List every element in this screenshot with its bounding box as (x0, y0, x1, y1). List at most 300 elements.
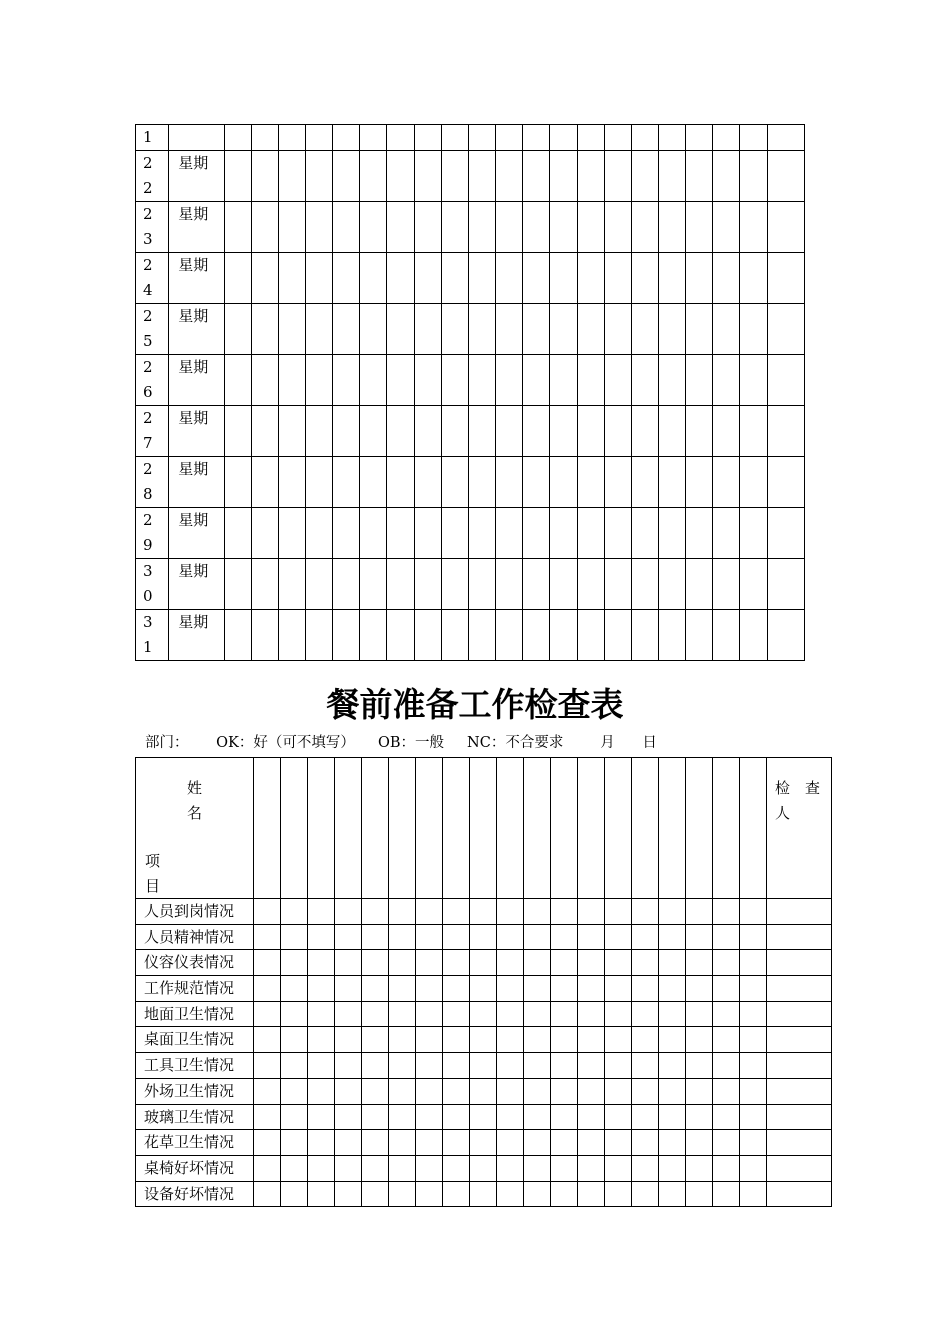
check-mark-cell (632, 1181, 659, 1207)
check-mark-cell (659, 1001, 686, 1027)
day-number-cell (136, 610, 169, 661)
blank-cell (659, 202, 686, 253)
check-mark-cell (497, 1053, 524, 1079)
check-mark-cell (389, 950, 416, 976)
check-mark-cell (740, 1078, 767, 1104)
inspector-cell (767, 1181, 832, 1207)
check-mark-cell (551, 1027, 578, 1053)
blank-cell (360, 508, 387, 559)
check-mark-cell (281, 1001, 308, 1027)
blank-cell (713, 610, 740, 661)
check-mark-cell (389, 1027, 416, 1053)
blank-cell (387, 610, 414, 661)
check-mark-cell (551, 976, 578, 1002)
check-mark-cell (254, 976, 281, 1002)
check-mark-cell (659, 1078, 686, 1104)
check-mark-cell (740, 976, 767, 1002)
calendar-row (136, 406, 805, 457)
blank-cell (224, 406, 251, 457)
blank-cell (631, 151, 658, 202)
check-mark-cell (308, 924, 335, 950)
blank-cell (333, 304, 360, 355)
check-mark-cell (308, 1027, 335, 1053)
blank-cell (659, 125, 686, 151)
check-mark-cell (740, 1130, 767, 1156)
check-mark-cell (362, 976, 389, 1002)
blank-cell (686, 508, 713, 559)
blank-cell (496, 406, 523, 457)
check-mark-cell (551, 950, 578, 976)
check-mark-cell (281, 1104, 308, 1130)
blank-cell (387, 253, 414, 304)
check-mark-cell (362, 1078, 389, 1104)
check-mark-cell (497, 1027, 524, 1053)
check-mark-cell (659, 1130, 686, 1156)
day-digit: 2 (143, 358, 153, 376)
check-mark-cell (713, 1104, 740, 1130)
blank-cell (659, 355, 686, 406)
calendar-row (136, 508, 805, 559)
blank-cell (523, 355, 550, 406)
blank-cell (713, 457, 740, 508)
blank-cell (278, 253, 305, 304)
blank-cell (604, 457, 631, 508)
blank-cell (631, 253, 658, 304)
check-mark-cell (605, 1181, 632, 1207)
check-mark-cell (362, 899, 389, 925)
check-item-label: 花草卫生情况 (136, 1130, 254, 1156)
blank-cell (659, 304, 686, 355)
blank-cell (441, 355, 468, 406)
blank-cell (224, 355, 251, 406)
blank-cell (441, 253, 468, 304)
check-mark-cell (335, 1155, 362, 1181)
calendar-row (136, 610, 805, 661)
blank-cell (468, 457, 495, 508)
blank-cell (604, 610, 631, 661)
check-mark-cell (335, 924, 362, 950)
blank-cell (686, 202, 713, 253)
check-mark-cell (389, 1001, 416, 1027)
calendar-row (136, 253, 805, 304)
inspector-header-cell (767, 758, 832, 899)
blank-cell (305, 508, 332, 559)
blank-cell (550, 253, 577, 304)
inspector-char: 人 (775, 804, 791, 822)
blank-cell (496, 202, 523, 253)
legend-line (145, 732, 657, 754)
blank-cell (496, 457, 523, 508)
blank-cell (767, 151, 804, 202)
blank-cell (577, 406, 604, 457)
attendance-calendar-table (135, 124, 805, 661)
check-mark-cell (308, 1078, 335, 1104)
check-mark-cell (308, 1104, 335, 1130)
blank-cell (496, 253, 523, 304)
check-mark-cell (524, 1155, 551, 1181)
blank-cell (496, 508, 523, 559)
check-mark-cell (470, 1181, 497, 1207)
weekday-cell (169, 610, 224, 661)
check-mark-cell (254, 1104, 281, 1130)
staff-name-cell (470, 758, 497, 899)
day-digit: 7 (143, 434, 153, 452)
blank-cell (333, 457, 360, 508)
weekday-cell (169, 125, 224, 151)
blank-cell (333, 202, 360, 253)
staff-name-cell (281, 758, 308, 899)
blank-cell (713, 253, 740, 304)
blank-cell (740, 457, 767, 508)
blank-cell (550, 125, 577, 151)
check-mark-cell (740, 950, 767, 976)
blank-cell (441, 304, 468, 355)
day-digit: 6 (143, 383, 153, 401)
blank-cell (360, 559, 387, 610)
blank-cell (713, 151, 740, 202)
day-digit: 2 (143, 460, 153, 478)
weekday-cell (169, 457, 224, 508)
blank-cell (360, 304, 387, 355)
month-label: 月 (600, 735, 615, 751)
check-mark-cell (416, 976, 443, 1002)
check-mark-cell (659, 1027, 686, 1053)
check-mark-cell (362, 1027, 389, 1053)
check-mark-cell (281, 1027, 308, 1053)
blank-cell (278, 125, 305, 151)
check-mark-cell (254, 1001, 281, 1027)
check-item-row (136, 924, 832, 950)
check-item-row (136, 1104, 832, 1130)
check-mark-cell (578, 1001, 605, 1027)
check-mark-cell (335, 976, 362, 1002)
day-digit: 1 (143, 638, 153, 656)
check-mark-cell (443, 924, 470, 950)
check-mark-cell (335, 1104, 362, 1130)
day-number-cell (136, 202, 169, 253)
check-mark-cell (524, 950, 551, 976)
check-mark-cell (524, 899, 551, 925)
check-item-label: 人员到岗情况 (136, 899, 254, 925)
check-mark-cell (686, 976, 713, 1002)
blank-cell (659, 151, 686, 202)
staff-name-cell (578, 758, 605, 899)
check-mark-cell (551, 1053, 578, 1079)
check-mark-cell (443, 1001, 470, 1027)
check-mark-cell (551, 1078, 578, 1104)
check-mark-cell (416, 1053, 443, 1079)
day-digit: 2 (143, 154, 153, 172)
check-mark-cell (740, 899, 767, 925)
blank-cell (659, 457, 686, 508)
blank-cell (523, 202, 550, 253)
check-mark-cell (443, 976, 470, 1002)
check-item-label: 地面卫生情况 (136, 1001, 254, 1027)
blank-cell (333, 355, 360, 406)
weekday-label: 星期 (178, 205, 209, 223)
blank-cell (278, 355, 305, 406)
check-mark-cell (605, 950, 632, 976)
check-mark-cell (659, 1181, 686, 1207)
day-digit: 2 (143, 409, 153, 427)
blank-cell (713, 125, 740, 151)
blank-cell (686, 610, 713, 661)
check-mark-cell (281, 1078, 308, 1104)
blank-cell (224, 508, 251, 559)
check-mark-cell (551, 1130, 578, 1156)
day-digit: 3 (143, 230, 153, 248)
check-mark-cell (524, 924, 551, 950)
check-mark-cell (605, 924, 632, 950)
weekday-label: 星期 (178, 307, 209, 325)
weekday-cell (169, 355, 224, 406)
check-mark-cell (740, 1155, 767, 1181)
blank-cell (414, 610, 441, 661)
check-mark-cell (632, 924, 659, 950)
check-mark-cell (497, 1104, 524, 1130)
check-mark-cell (335, 1130, 362, 1156)
check-mark-cell (308, 950, 335, 976)
weekday-label: 星期 (178, 613, 209, 631)
check-mark-cell (281, 924, 308, 950)
check-mark-cell (659, 924, 686, 950)
blank-cell (659, 508, 686, 559)
blank-cell (278, 304, 305, 355)
blank-cell (387, 202, 414, 253)
blank-cell (577, 151, 604, 202)
blank-cell (224, 610, 251, 661)
staff-name-cell (686, 758, 713, 899)
check-mark-cell (632, 1053, 659, 1079)
check-mark-cell (524, 1181, 551, 1207)
check-mark-cell (524, 1104, 551, 1130)
check-mark-cell (713, 950, 740, 976)
check-item-row (136, 1053, 832, 1079)
check-mark-cell (281, 1155, 308, 1181)
day-digit: 3 (143, 613, 153, 631)
check-item-label: 工作规范情况 (136, 976, 254, 1002)
check-mark-cell (362, 924, 389, 950)
check-mark-cell (497, 1181, 524, 1207)
check-mark-cell (443, 1155, 470, 1181)
check-mark-cell (470, 1027, 497, 1053)
check-item-label: 人员精神情况 (136, 924, 254, 950)
blank-cell (686, 304, 713, 355)
inspector-cell (767, 1078, 832, 1104)
check-mark-cell (308, 1130, 335, 1156)
check-mark-cell (254, 1027, 281, 1053)
check-mark-cell (578, 1104, 605, 1130)
check-mark-cell (605, 1001, 632, 1027)
blank-cell (496, 151, 523, 202)
blank-cell (305, 355, 332, 406)
blank-cell (604, 151, 631, 202)
check-mark-cell (632, 1130, 659, 1156)
blank-cell (278, 151, 305, 202)
check-mark-cell (659, 1104, 686, 1130)
check-mark-cell (389, 1181, 416, 1207)
blank-cell (305, 202, 332, 253)
day-number-cell (136, 355, 169, 406)
blank-cell (686, 355, 713, 406)
check-mark-cell (470, 899, 497, 925)
check-mark-cell (254, 1130, 281, 1156)
check-mark-cell (389, 1104, 416, 1130)
blank-cell (631, 406, 658, 457)
check-mark-cell (578, 1027, 605, 1053)
check-mark-cell (470, 976, 497, 1002)
blank-cell (414, 125, 441, 151)
check-mark-cell (416, 1155, 443, 1181)
check-mark-cell (362, 1053, 389, 1079)
blank-cell (468, 508, 495, 559)
check-mark-cell (416, 924, 443, 950)
blank-cell (659, 559, 686, 610)
check-mark-cell (470, 924, 497, 950)
check-mark-cell (578, 1155, 605, 1181)
blank-cell (278, 610, 305, 661)
check-mark-cell (659, 1053, 686, 1079)
day-digit: 0 (143, 587, 153, 605)
calendar-row (136, 202, 805, 253)
blank-cell (441, 559, 468, 610)
weekday-cell (169, 304, 224, 355)
pre-meal-check-table (135, 757, 832, 1207)
check-mark-cell (389, 1078, 416, 1104)
blank-cell (305, 253, 332, 304)
check-mark-cell (281, 976, 308, 1002)
blank-cell (523, 559, 550, 610)
blank-cell (523, 253, 550, 304)
check-mark-cell (578, 1130, 605, 1156)
check-mark-cell (497, 1001, 524, 1027)
check-mark-cell (605, 1053, 632, 1079)
check-mark-cell (605, 1155, 632, 1181)
check-mark-cell (686, 1053, 713, 1079)
blank-cell (224, 559, 251, 610)
blank-cell (740, 355, 767, 406)
weekday-label: 星期 (178, 154, 209, 172)
check-item-label: 设备好坏情况 (136, 1181, 254, 1207)
check-mark-cell (632, 1078, 659, 1104)
check-mark-cell (713, 924, 740, 950)
check-item-label: 桌椅好坏情况 (136, 1155, 254, 1181)
check-mark-cell (497, 1155, 524, 1181)
blank-cell (251, 202, 278, 253)
check-mark-cell (578, 899, 605, 925)
inspector-cell (767, 950, 832, 976)
check-mark-cell (416, 899, 443, 925)
blank-cell (577, 304, 604, 355)
check-item-label: 外场卫生情况 (136, 1078, 254, 1104)
check-mark-cell (551, 1155, 578, 1181)
weekday-cell (169, 151, 224, 202)
check-mark-cell (470, 950, 497, 976)
blank-cell (713, 202, 740, 253)
check-mark-cell (389, 1053, 416, 1079)
blank-cell (278, 406, 305, 457)
check-mark-cell (632, 1155, 659, 1181)
blank-cell (414, 253, 441, 304)
blank-cell (631, 508, 658, 559)
check-mark-cell (281, 1130, 308, 1156)
day-digit: 1 (143, 128, 153, 146)
check-mark-cell (443, 1027, 470, 1053)
check-mark-cell (497, 950, 524, 976)
blank-cell (251, 406, 278, 457)
check-mark-cell (497, 924, 524, 950)
blank-cell (441, 151, 468, 202)
blank-cell (360, 406, 387, 457)
check-mark-cell (443, 1053, 470, 1079)
blank-cell (740, 559, 767, 610)
blank-cell (713, 406, 740, 457)
blank-cell (496, 559, 523, 610)
check-mark-cell (362, 1104, 389, 1130)
inspector-cell (767, 1130, 832, 1156)
blank-cell (224, 457, 251, 508)
check-item-row (136, 1181, 832, 1207)
blank-cell (713, 304, 740, 355)
blank-cell (224, 253, 251, 304)
day-digit: 2 (143, 511, 153, 529)
blank-cell (414, 355, 441, 406)
check-mark-cell (254, 1053, 281, 1079)
inspector-cell (767, 976, 832, 1002)
staff-name-cell (659, 758, 686, 899)
day-number-cell (136, 508, 169, 559)
check-mark-cell (632, 1001, 659, 1027)
check-mark-cell (524, 1001, 551, 1027)
blank-cell (441, 508, 468, 559)
check-mark-cell (605, 1104, 632, 1130)
staff-name-cell (605, 758, 632, 899)
check-mark-cell (605, 1078, 632, 1104)
blank-cell (631, 559, 658, 610)
day-number-cell (136, 253, 169, 304)
check-mark-cell (416, 1001, 443, 1027)
check-mark-cell (686, 1181, 713, 1207)
blank-cell (387, 559, 414, 610)
blank-cell (550, 559, 577, 610)
staff-name-cell (254, 758, 281, 899)
check-mark-cell (335, 1053, 362, 1079)
blank-cell (523, 457, 550, 508)
blank-cell (604, 559, 631, 610)
blank-cell (360, 202, 387, 253)
check-mark-cell (335, 1078, 362, 1104)
blank-cell (387, 304, 414, 355)
check-mark-cell (740, 1104, 767, 1130)
check-mark-cell (605, 1027, 632, 1053)
weekday-label: 星期 (178, 511, 209, 529)
blank-cell (659, 610, 686, 661)
blank-cell (468, 253, 495, 304)
check-mark-cell (659, 976, 686, 1002)
day-number-cell (136, 125, 169, 151)
blank-cell (387, 125, 414, 151)
blank-cell (468, 355, 495, 406)
check-mark-cell (389, 899, 416, 925)
check-mark-cell (254, 1181, 281, 1207)
inspector-cell (767, 1001, 832, 1027)
inspector-char: 检 (775, 779, 791, 797)
day-digit: 3 (143, 562, 153, 580)
blank-cell (767, 610, 804, 661)
check-mark-cell (308, 976, 335, 1002)
check-mark-cell (308, 899, 335, 925)
blank-cell (387, 151, 414, 202)
